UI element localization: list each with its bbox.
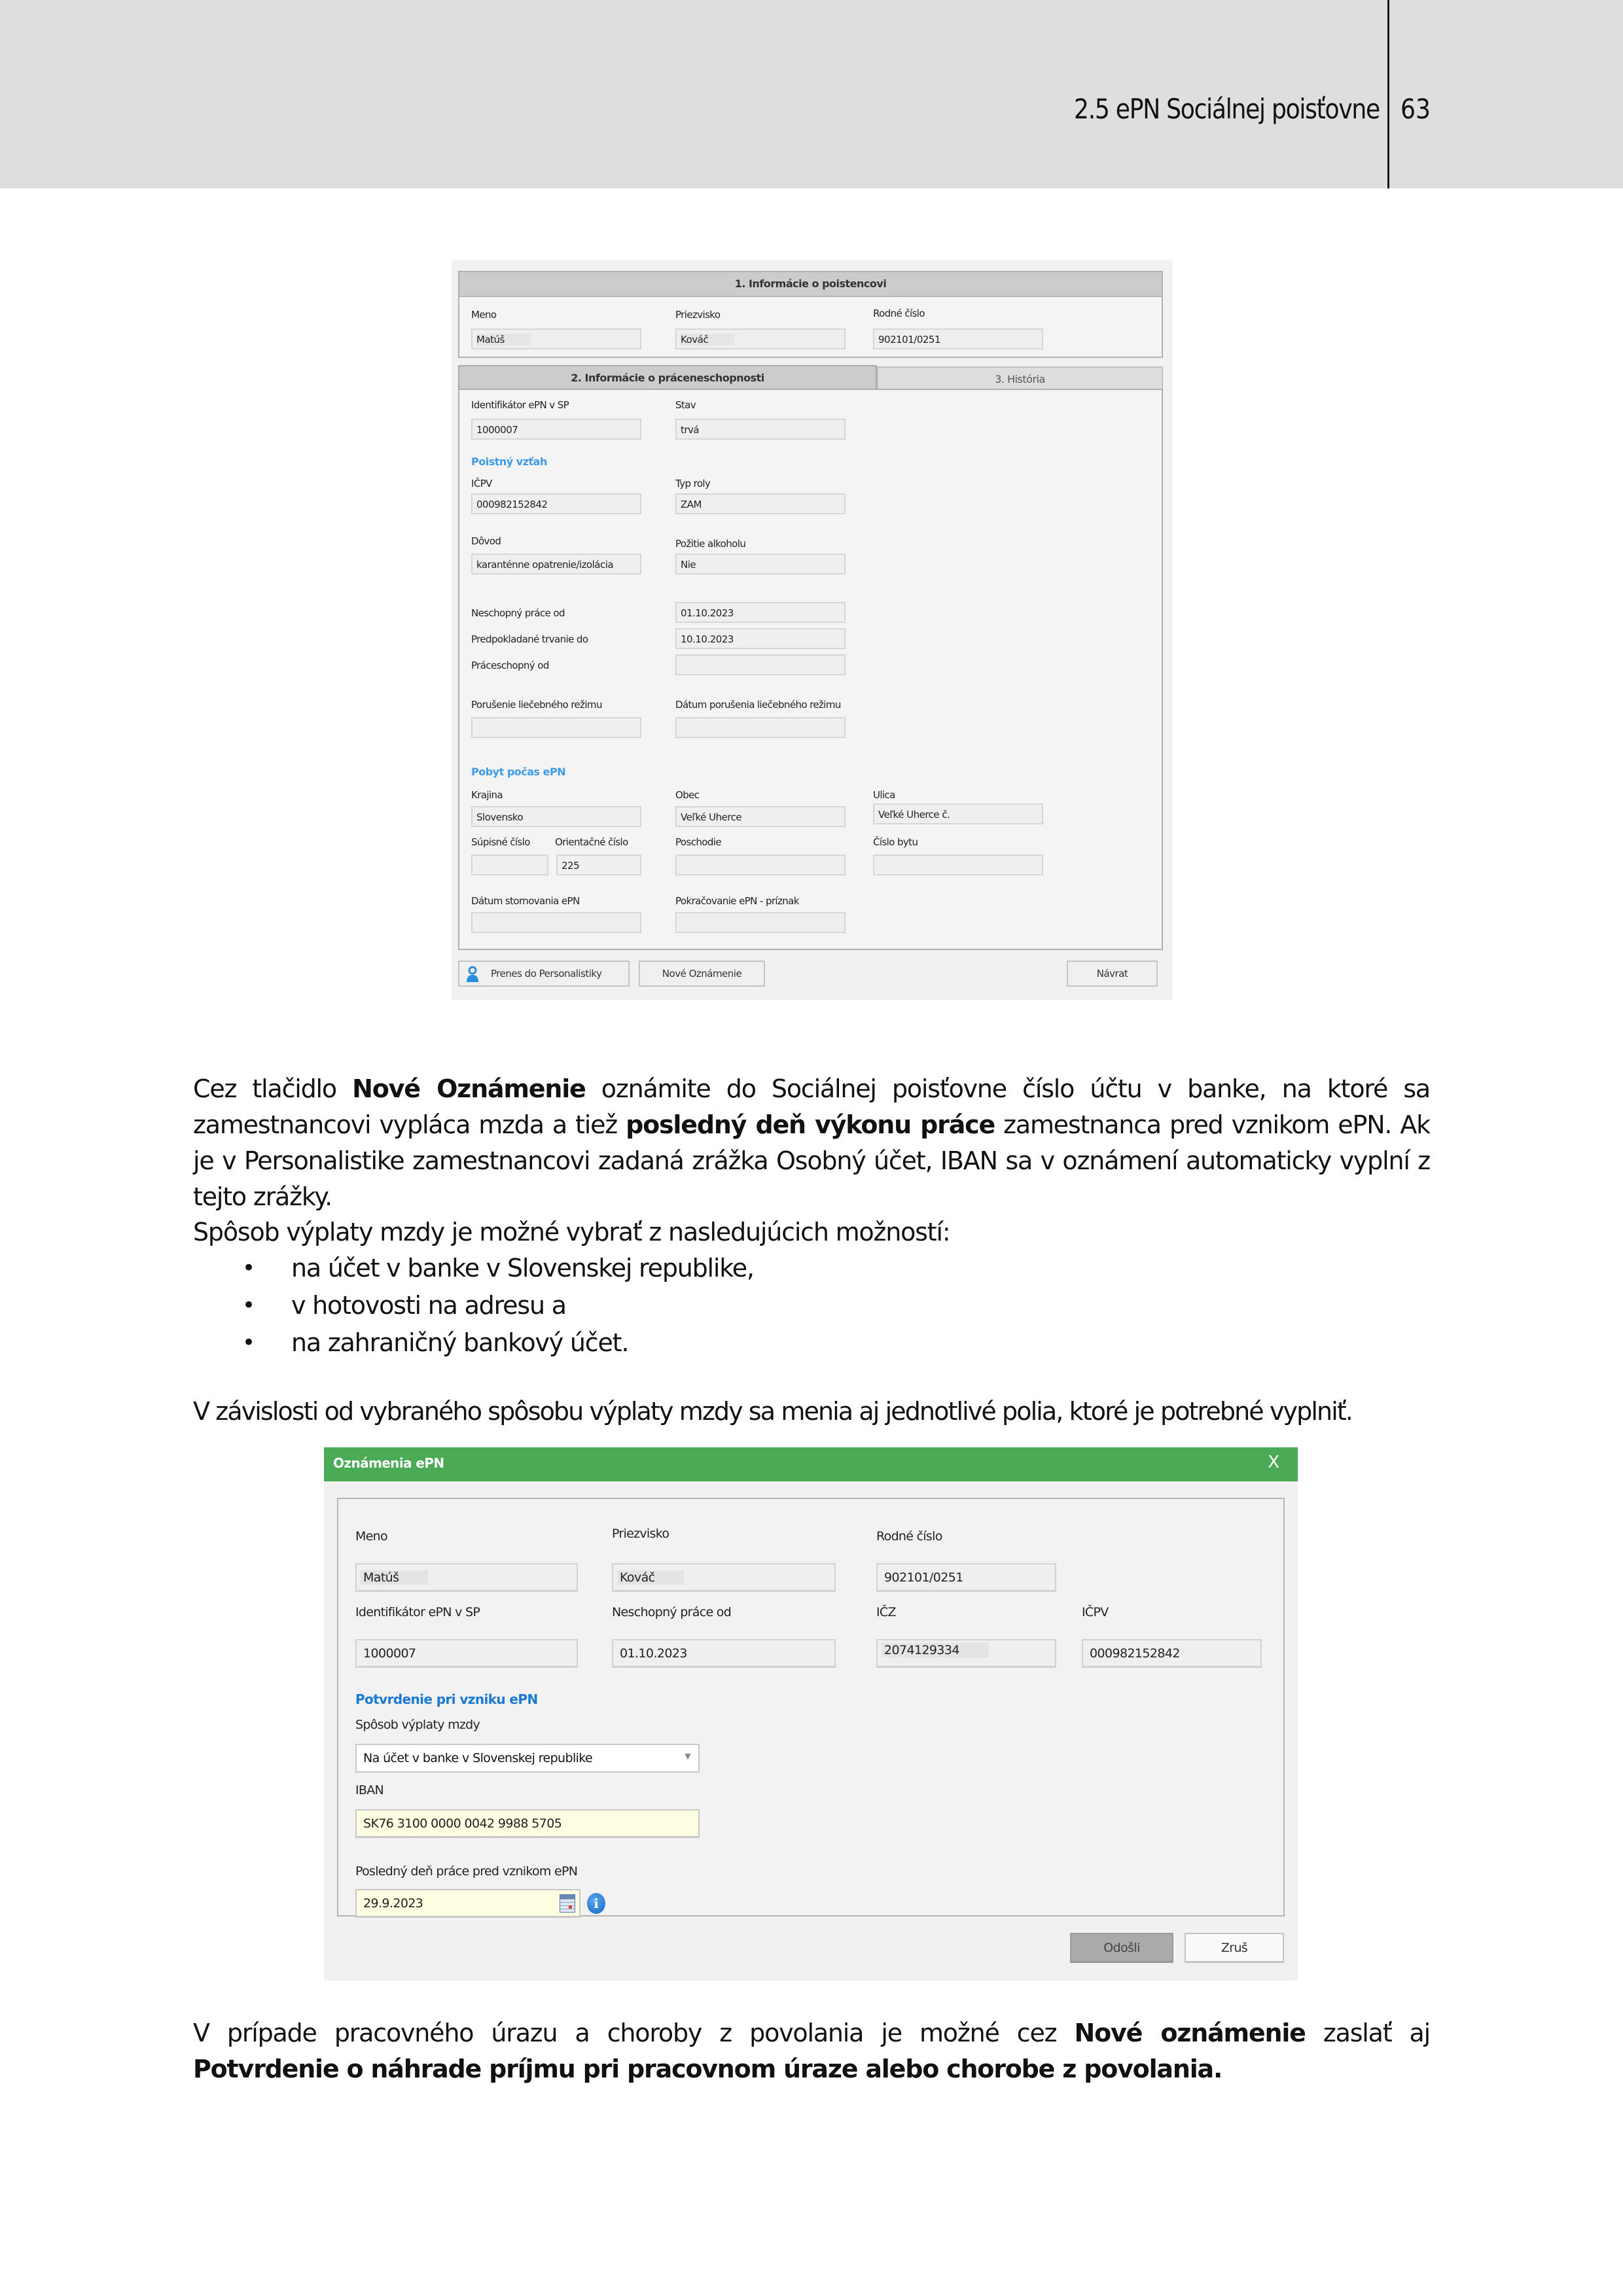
datum-stornovania-field[interactable] <box>471 912 641 933</box>
pozitie-alkoholu-field[interactable]: Nie <box>675 554 846 574</box>
list-item: • na účet v banke v Slovenskej republike, <box>242 1250 754 1287</box>
insured-panel-title: 1. Informácie o poistencovi <box>459 272 1162 297</box>
navrat-button[interactable]: Návrat <box>1067 961 1158 987</box>
icz-value: 2074129334 <box>882 1643 989 1657</box>
tab-history[interactable]: 3. História <box>877 366 1163 391</box>
predpokladane-trvanie-field[interactable]: 10.10.2023 <box>675 628 846 649</box>
list-item: • v hotovosti na adresu a <box>242 1287 754 1324</box>
posledny-den-label: Posledný deň práce pred vznikom ePN <box>355 1864 578 1879</box>
paragraph-zavislost: V závislosti od vybraného spôsobu výplaty mzdy sa menia aj jednotlivé polia, ktoré je potrebné vyplniť. <box>193 1397 1353 1426</box>
stav-field[interactable]: trvá <box>675 419 846 440</box>
insured-panel <box>458 271 1163 358</box>
text: zamestnanca pred vznikom ePN. Ak je v Personalistike zamestnancovi zadaná zrážka Osobný účet, IBAN sa v oznámení automaticky vyplní z tejto zrážky. <box>193 1110 1430 1211</box>
section-potvrdenie: Potvrdenie pri vzniku ePN <box>355 1691 538 1707</box>
icpv-label: IČPV <box>1082 1605 1109 1619</box>
ulica-label: Ulica <box>873 789 895 801</box>
typ-roly-label: Typ roly <box>675 478 711 489</box>
datum-porusenia-label: Dátum porušenia liečebného režimu <box>675 699 841 711</box>
iban-input[interactable]: SK76 3100 0000 0042 9988 5705 <box>355 1809 700 1838</box>
ulica-field[interactable]: Veľké Uherce č. <box>873 804 1043 824</box>
posledny-den-value: 29.9.2023 <box>363 1896 423 1911</box>
sposob-vyplaty-select[interactable] <box>355 1744 700 1773</box>
identifikator-label: Identifikátor ePN v SP <box>471 399 569 411</box>
info-icon[interactable]: i <box>587 1893 605 1914</box>
person-icon <box>466 966 479 983</box>
oznamenia-epn-dialog <box>324 1447 1298 1981</box>
orientacne-cislo-label: Orientačné číslo <box>555 836 628 848</box>
pozitie-alkoholu-label: Požitie alkoholu <box>675 538 746 550</box>
paragraph-pracovny-uraz <box>193 2015 1430 2087</box>
prenes-do-personalistiky-button[interactable] <box>458 961 630 987</box>
identifikator-label: Identifikátor ePN v SP <box>355 1605 480 1619</box>
priezvisko-label: Priezvisko <box>612 1527 669 1541</box>
odosli-button[interactable]: Odošli <box>1070 1933 1173 1963</box>
bold-posledny-den: posledný deň výkonu práce <box>626 1110 995 1139</box>
icpv-label: IČPV <box>471 478 492 489</box>
icz-field[interactable] <box>876 1639 1056 1668</box>
praceschopny-od-field[interactable] <box>675 654 846 675</box>
porusenie-label: Porušenie liečebného režimu <box>471 699 602 711</box>
close-icon[interactable]: X <box>1268 1453 1279 1472</box>
posledny-den-input[interactable] <box>355 1889 580 1918</box>
neschopny-od-label: Neschopný práce od <box>612 1605 732 1619</box>
epn-detail-screenshot <box>452 260 1173 1000</box>
icpv-field[interactable]: 000982152842 <box>1082 1639 1262 1668</box>
text: oznámite do Sociálnej poisťovne číslo účtu v banke, na ktoré sa zamestnancovi vypláca mzda a tiež <box>193 1074 1431 1139</box>
section-title: 2.5 ePN Sociálnej poisťovne <box>1074 93 1380 125</box>
dialog-titlebar <box>324 1447 1298 1481</box>
calendar-icon[interactable] <box>560 1894 575 1913</box>
porusenie-field[interactable] <box>471 717 641 738</box>
datum-stornovania-label: Dátum stornovania ePN <box>471 895 580 907</box>
text: Cez tlačidlo <box>193 1074 353 1103</box>
icpv-field[interactable]: 000982152842 <box>471 493 641 514</box>
poschodie-label: Poschodie <box>675 836 721 848</box>
datum-porusenia-field[interactable] <box>675 717 846 738</box>
poschodie-field[interactable] <box>675 855 846 875</box>
icz-label: IČZ <box>876 1605 896 1619</box>
bold-potvrdenie: Potvrdenie o náhrade príjmu pri pracovnom úraze alebo chorobe z povolania. <box>193 2055 1222 2083</box>
meno-label: Meno <box>471 309 497 321</box>
neschopny-od-label: Neschopný práce od <box>471 607 565 619</box>
sposob-vyplaty-label: Spôsob výplaty mzdy <box>355 1718 480 1732</box>
rodne-cislo-field[interactable]: 902101/0251 <box>873 328 1043 349</box>
rodne-cislo-label: Rodné číslo <box>876 1529 942 1544</box>
krajina-field[interactable]: Slovensko <box>471 806 641 827</box>
praceschopny-od-label: Práceschopný od <box>471 660 549 671</box>
meno-value: Matúš <box>361 1570 428 1585</box>
pokracovanie-field[interactable] <box>675 912 846 933</box>
obec-field[interactable]: Veľké Uherce <box>675 806 846 827</box>
zrus-button[interactable]: Zruš <box>1185 1933 1284 1963</box>
section-pobyt: Pobyt počas ePN <box>471 766 566 778</box>
supisne-cislo-field[interactable] <box>471 855 548 875</box>
identifikator-field[interactable]: 1000007 <box>471 419 641 440</box>
identifikator-field[interactable]: 1000007 <box>355 1639 578 1668</box>
page-number: 63 <box>1400 93 1431 125</box>
page-header <box>0 0 1623 188</box>
list-item: • na zahraničný bankový účet. <box>242 1324 754 1362</box>
bold-nove-oznamenie: Nové Oznámenie <box>352 1074 586 1103</box>
pokracovanie-label: Pokračovanie ePN - príznak <box>675 895 799 907</box>
dialog-form-group <box>337 1498 1285 1916</box>
meno-label: Meno <box>355 1529 387 1544</box>
nove-oznamenie-button[interactable]: Nové Oznámenie <box>639 961 765 987</box>
chevron-down-icon: ▼ <box>685 1752 690 1761</box>
prenes-label: Prenes do Personalistiky <box>491 968 602 980</box>
payment-methods-list <box>242 1250 754 1362</box>
orientacne-cislo-field[interactable]: 225 <box>556 855 641 875</box>
iban-label: IBAN <box>355 1783 384 1797</box>
tab-incapacity-info[interactable]: 2. Informácie o práceneschopnosti <box>458 365 877 390</box>
priezvisko-field[interactable] <box>675 328 846 349</box>
meno-field[interactable] <box>355 1563 578 1592</box>
predpokladane-trvanie-label: Predpokladané trvanie do <box>471 633 588 645</box>
text: V prípade pracovného úrazu a choroby z povolania je možné cez <box>193 2019 1075 2047</box>
incapacity-panel <box>458 389 1163 950</box>
bold-nove-oznamenie: Nové oznámenie <box>1074 2019 1306 2047</box>
text: zaslať aj <box>1305 2019 1430 2047</box>
priezvisko-field[interactable] <box>612 1563 836 1592</box>
meno-field[interactable] <box>471 328 641 349</box>
krajina-label: Krajina <box>471 789 503 801</box>
priezvisko-value: Kováč <box>617 1570 684 1585</box>
rodne-cislo-field[interactable]: 902101/0251 <box>876 1563 1056 1592</box>
priezvisko-value: Kováč <box>681 334 734 345</box>
meno-value: Matúš <box>476 334 531 345</box>
cislo-bytu-field[interactable] <box>873 855 1043 875</box>
dovod-label: Dôvod <box>471 535 501 547</box>
stav-label: Stav <box>675 399 696 411</box>
neschopny-od-field[interactable]: 01.10.2023 <box>612 1639 836 1668</box>
priezvisko-label: Priezvisko <box>675 309 721 321</box>
cislo-bytu-label: Číslo bytu <box>873 836 918 848</box>
paragraph-sposob-vyplaty: Spôsob výplaty mzdy je možné vybrať z nasledujúcich možností: <box>193 1218 950 1246</box>
paragraph-nove-oznamenie <box>193 1071 1430 1215</box>
rodne-cislo-label: Rodné číslo <box>873 308 925 319</box>
neschopny-od-field[interactable]: 01.10.2023 <box>675 602 846 623</box>
obec-label: Obec <box>675 789 700 801</box>
dialog-title: Oznámenia ePN <box>333 1455 444 1471</box>
dovod-field[interactable]: karanténne opatrenie/izolácia <box>471 554 641 574</box>
header-divider <box>1387 0 1389 188</box>
supisne-cislo-label: Súpisné číslo <box>471 836 530 848</box>
sposob-vyplaty-value: Na účet v banke v Slovenskej republike <box>363 1751 593 1765</box>
typ-roly-field[interactable]: ZAM <box>675 493 846 514</box>
section-poistny-vztah: Poistný vzťah <box>471 455 547 468</box>
